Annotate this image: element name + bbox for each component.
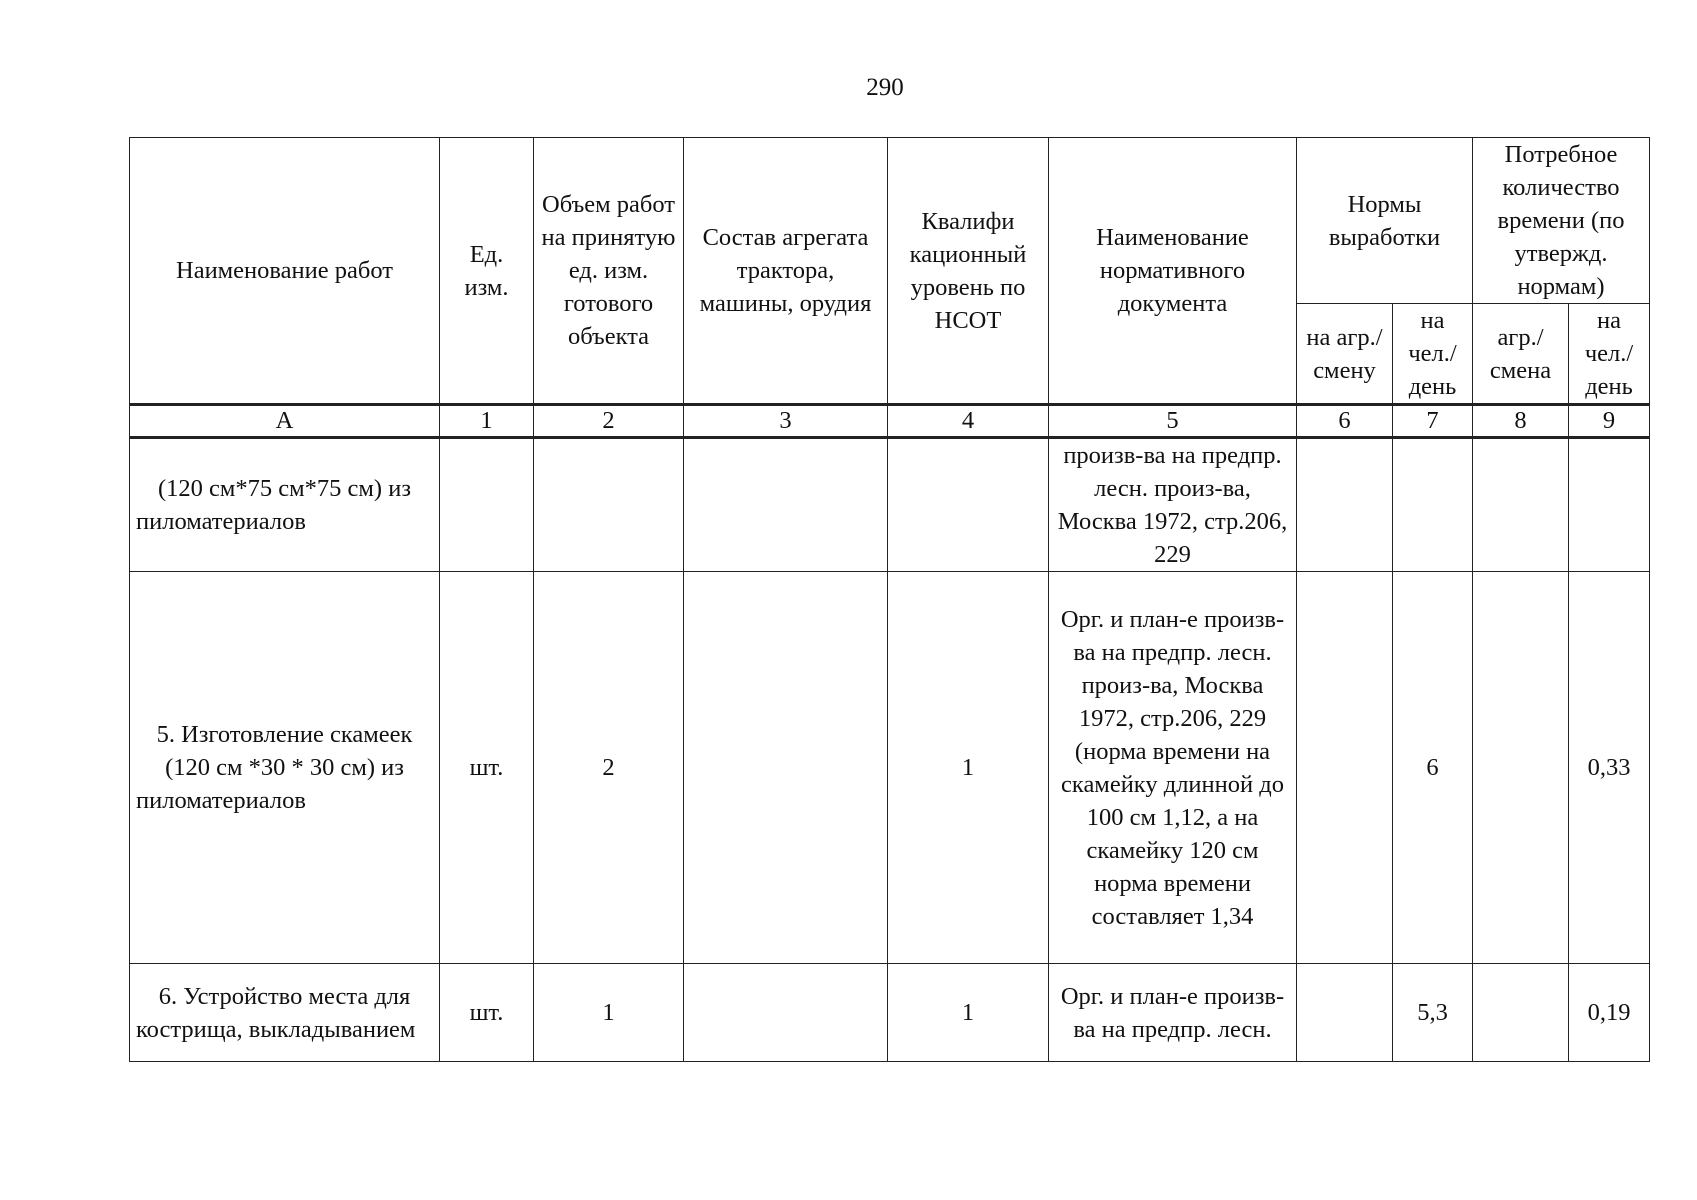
cell-norm-person: 6 (1393, 572, 1473, 964)
header-time-person: на чел./ день (1569, 304, 1650, 405)
header-volume: Объем работ на принятую ед. изм. готового объекта (534, 138, 684, 405)
column-number: 3 (684, 405, 888, 438)
cell-norm-person: 5,3 (1393, 964, 1473, 1062)
column-number: 6 (1297, 405, 1393, 438)
header-time-group: Потребное количество времени (по утвержд. нормам) (1473, 138, 1650, 304)
column-number: 8 (1473, 405, 1569, 438)
column-number: 2 (534, 405, 684, 438)
cell-doc-name: Орг. и план-е произв-ва на предпр. лесн. (1049, 964, 1297, 1062)
cell-unit (440, 438, 534, 572)
cell-composition (684, 964, 888, 1062)
cell-time-aggregate (1473, 964, 1569, 1062)
column-number: 9 (1569, 405, 1650, 438)
cell-work-name: (120 см*75 см*75 см) из пиломатериалов (130, 438, 440, 572)
table-row (130, 572, 1650, 964)
cell-time-person: 0,33 (1569, 572, 1650, 964)
cell-norm-aggregate (1297, 964, 1393, 1062)
header-norms-group: Нормы выработки (1297, 138, 1473, 304)
column-number: 5 (1049, 405, 1297, 438)
cell-qualification (888, 438, 1049, 572)
cell-norm-person (1393, 438, 1473, 572)
cell-composition (684, 438, 888, 572)
table-row (130, 438, 1650, 572)
header-unit: Ед. изм. (440, 138, 534, 405)
cell-doc-name: Орг. и план-е произв-ва на предпр. лесн. произ-ва, Москва 1972, стр.206, 229 (норма времени на скамейку длинной до 100 см 1,12, а на скамейку 120 см норма времени составляет 1,34 (1049, 572, 1297, 964)
column-number-row (130, 405, 1650, 438)
cell-work-name: 6. Устройство места для кострища, выкладыванием (130, 964, 440, 1062)
cell-norm-aggregate (1297, 572, 1393, 964)
table-row (130, 964, 1650, 1062)
cell-qualification: 1 (888, 964, 1049, 1062)
column-number: 7 (1393, 405, 1473, 438)
column-number: 4 (888, 405, 1049, 438)
cell-time-person (1569, 438, 1650, 572)
header-time-aggregate: агр./ смена (1473, 304, 1569, 405)
cell-norm-aggregate (1297, 438, 1393, 572)
column-number: 1 (440, 405, 534, 438)
cell-time-aggregate (1473, 572, 1569, 964)
work-norms-table (129, 137, 1650, 1062)
cell-time-aggregate (1473, 438, 1569, 572)
cell-volume: 2 (534, 572, 684, 964)
column-number: А (130, 405, 440, 438)
cell-work-name: 5. Изготовление скамеек (120 см *30 * 30 см) из пиломатериалов (130, 572, 440, 964)
cell-time-person: 0,19 (1569, 964, 1650, 1062)
cell-doc-name: произв-ва на предпр. лесн. произ-ва, Москва 1972, стр.206, 229 (1049, 438, 1297, 572)
header-row-top (130, 138, 1650, 304)
header-doc-name: Наименование нормативного документа (1049, 138, 1297, 405)
cell-composition (684, 572, 888, 964)
header-norm-person: на чел./ день (1393, 304, 1473, 405)
page-number: 290 (866, 74, 904, 101)
cell-unit: шт. (440, 964, 534, 1062)
header-work-name: Наименование работ (130, 138, 440, 405)
header-qualification: Квалифи кационный уровень по НСОТ (888, 138, 1049, 405)
cell-volume (534, 438, 684, 572)
cell-qualification: 1 (888, 572, 1049, 964)
cell-volume: 1 (534, 964, 684, 1062)
header-composition: Состав агрегата трактора, машины, орудия (684, 138, 888, 405)
cell-unit: шт. (440, 572, 534, 964)
header-norm-aggregate: на агр./ смену (1297, 304, 1393, 405)
